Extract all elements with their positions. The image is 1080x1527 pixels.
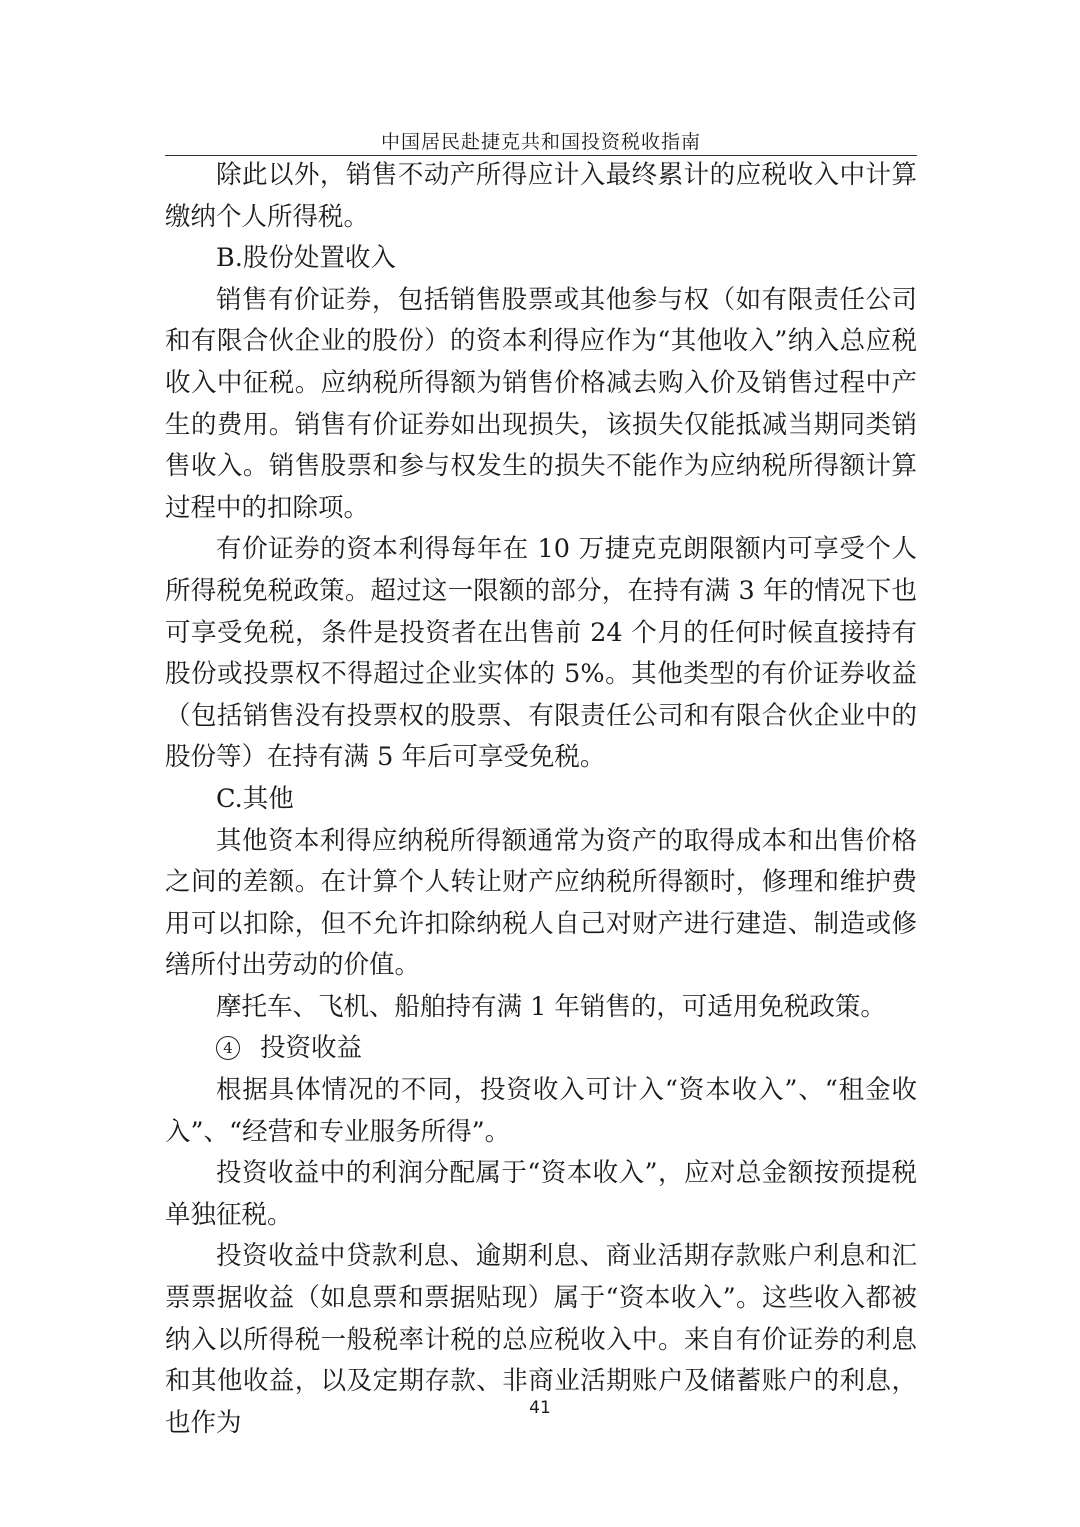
subheading-c: C.其他 [216,783,294,814]
section-heading-4 [165,1028,917,1070]
section-title: 投资收益 [260,1033,363,1064]
paragraph: 有价证券的资本利得每年在 10 万捷克克朗限额内可享受个人所得税免税政策。超过这一限额的部分，在持有满 3 年的情况下也可享受免税，条件是投资者在出售前 24 个月的任何时候直接持有股份或投票权不得超过企业实体的 5%。其他类型的有价证券收益（包括销售没有投票权的股票、有限责任公司和有限合伙企业中的股份等）在持有满 5 年后可享受免税。 [165,534,917,773]
circled-number: 4 [216,1036,240,1060]
paragraph: 除此以外，销售不动产所得应计入最终累计的应税收入中计算缴纳个人所得税。 [165,160,917,232]
paragraph: 投资收益中贷款利息、逾期利息、商业活期存款账户利息和汇票票据收益（如息票和票据贴现）属于“资本收入”。这些收入都被纳入以所得税一般税率计税的总应税收入中。来自有价证券的利息和其他收益，以及定期存款、非商业活期账户及储蓄账户的利息，也作为 [165,1241,917,1438]
paragraph: 投资收益中的利润分配属于“资本收入”，应对总金额按预提税单独征税。 [165,1158,917,1230]
paragraph: 根据具体情况的不同，投资收入可计入“资本收入”、“租金收入”、“经营和专业服务所得”。 [165,1075,917,1147]
subheading-b: B.股份处置收入 [216,243,396,274]
paragraph: 销售有价证券，包括销售股票或其他参与权（如有限责任公司和有限合伙企业的股份）的资本利得应作为“其他收入”纳入总应税收入中征税。应纳税所得额为销售价格减去购入价及销售过程中产生的费用。销售有价证券如出现损失，该损失仅能抵减当期同类销售收入。销售股票和参与权发生的损失不能作为应纳税所得额计算过程中的扣除项。 [165,284,917,523]
paragraph: 摩托车、飞机、船舶持有满 1 年销售的，可适用免税政策。 [216,991,886,1022]
running-header: 中国居民赴捷克共和国投资税收指南 [380,131,701,153]
page-number: 41 [529,1398,551,1418]
body-text [165,155,917,1444]
paragraph: 其他资本利得应纳税所得额通常为资产的取得成本和出售价格之间的差额。在计算个人转让财产应纳税所得额时，修理和维护费用可以扣除，但不允许扣除纳税人自己对财产进行建造、制造或修缮所付出劳动的价值。 [165,825,917,981]
